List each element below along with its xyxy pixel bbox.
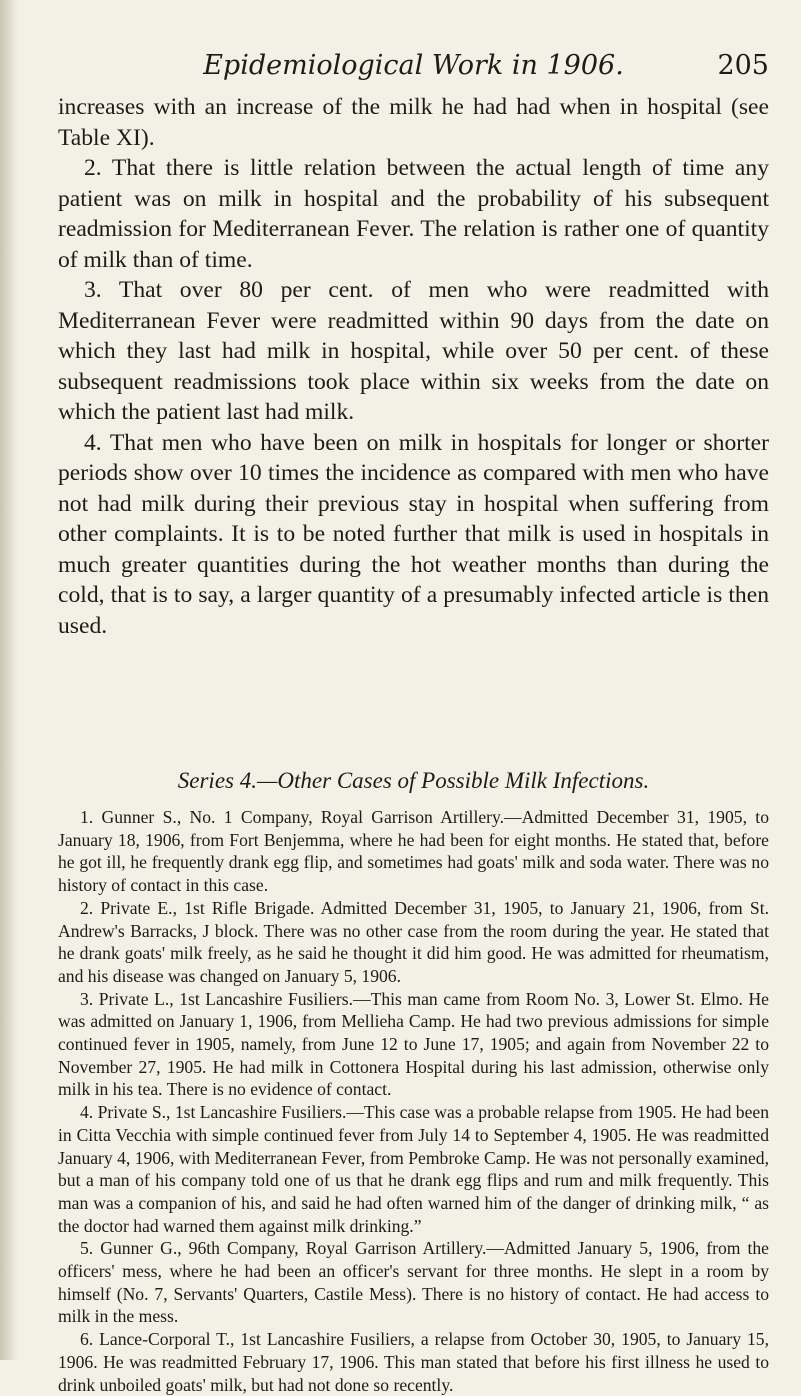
paragraph-point-2: 2. That there is little relation between the actual length of time any patient was on milk in hospital and the probability of his subsequent readmission for Mediterranean Fever. The relation is rather one of quantity of milk than of time. (58, 155, 769, 273)
intro-section (58, 92, 769, 641)
case-list (58, 806, 769, 1396)
running-title: Epidemiological Work in 1906. (203, 50, 624, 81)
case-entry-6: 6. Lance-Corporal T., 1st Lancashire Fusiliers, a relapse from October 30, 1905, to January 15, 1906. He was readmitted February 17, 1906. This man stated that before his first illness he used to drink unboiled goats' milk, but had not done so recently. (58, 1329, 769, 1395)
case-entry-5: 5. Gunner G., 96th Company, Royal Garrison Artillery.—Admitted January 5, 1906, from the officers' mess, where he had been an officer's servant for three months. He slept in a room by himself (No. 7, Servants' Quarters, Castile Mess). There is no history of contact. He had access to milk in the mess. (58, 1238, 769, 1327)
paragraph-point-3: 3. That over 80 per cent. of men who were readmitted with Mediterranean Fever were readmitted within 90 days from the date on which they last had milk in hospital, while over 50 per cent. of these subsequent readmissions took place within six weeks from the date on which the patient last had milk. (58, 277, 769, 425)
page-number: 205 (717, 50, 769, 81)
case-entry-3: 3. Private L., 1st Lancashire Fusiliers.—This man came from Room No. 3, Lower St. Elmo. He was admitted on January 1, 1906, from Mellieha Camp. He had two previous admissions for simple continued fever in 1905, namely, from June 12 to June 17, 1905; and again from November 22 to November 27, 1905. He had milk in Cottonera Hospital during his last admission, otherwise only milk in his tea. There is no evidence of contact. (58, 988, 769, 1100)
paragraph-point-4: 4. That men who have been on milk in hospitals for longer or shorter periods show over 10 times the incidence as compared with men who have not had milk during their previous stay in hospital when suffering from other complaints. It is to be noted further that milk is used in hospitals in much greater quantities during the hot weather months than during the cold, that is to say, a larger quantity of a presumably infected article is then used. (58, 429, 769, 639)
running-head (58, 50, 769, 90)
case-entry-1: 1. Gunner S., No. 1 Company, Royal Garrison Artillery.—Admitted December 31, 1905, to January 18, 1906, from Fort Benjemma, where he had been for eight months. He stated that, before he got ill, he frequently drank egg flip, and sometimes had goats' milk and soda water. There was no history of contact in this case. (58, 807, 769, 896)
series-heading: Series 4.—Other Cases of Possible Milk Infections. (177, 768, 650, 793)
page-gutter-shadow (0, 0, 18, 1360)
case-entry-2: 2. Private E., 1st Rifle Brigade. Admitted December 31, 1905, to January 21, 1906, from St. Andrew's Barracks, J block. There was no other case from the room during the year. He stated that he drank goats' milk freely, as he said he thought it did him good. He was admitted for rheumatism, and his disease was changed on January 5, 1906. (58, 897, 769, 986)
case-entry-4: 4. Private S., 1st Lancashire Fusiliers.—This case was a probable relapse from 1905. He had been in Citta Vecchia with simple continued fever from July 14 to September 4, 1905. He was readmitted January 4, 1906, with Mediterranean Fever, from Pembroke Camp. He was not personally examined, but a man of his company told one of us that he drank egg flips and rum and milk frequently. This man was a companion of his, and said he had often warned him of the danger of drinking milk, “ as the doctor had warned them against milk drinking.” (58, 1102, 769, 1236)
book-page (58, 0, 769, 1395)
paragraph-continuation: increases with an increase of the milk he had had when in hospital (see Table XI). (58, 94, 769, 151)
